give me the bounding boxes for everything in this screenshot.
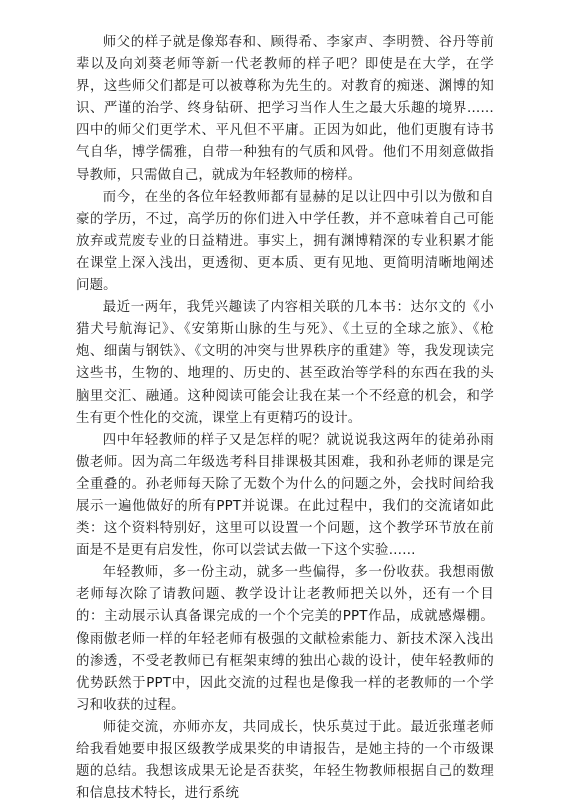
paragraph-5: 年轻教师，多一份主动，就多一些偏得，多一份收获。我想雨傲老师每次除了请教问题、教学设计让老教师把关以外，还有一个目的：主动展示认真备课完成的一个个完美的PPT作品，成就感爆棚。像雨傲老师一样的年轻老师有极强的文献检索能力、新技术深入浅出的渗透，不受老教师已有框架束缚的独出心裁的设计，使年轻教师的优势跃然于PPT中，因此交流的过程也是像我一样的老教师的一个学习和收获的过程。 <box>76 565 494 713</box>
paragraph-4: 四中年轻教师的样子又是怎样的呢？就说说我这两年的徒弟孙雨傲老师。因为高二年级选考科目排课极其困难，我和孙老师的课是完全重叠的。孙老师每天除了无数个为什么的问题之外，会找时间给我展示一遍他做好的所有PPT并说课。在此过程中，我们的交流诸如此类：这个资料特别好，这里可以设置一个问题，这个教学环节放在前面是不是更有启发性，你可以尝试去做一下这个实验…… <box>76 432 494 559</box>
paragraph-6: 师徒交流，亦师亦友，共同成长，快乐莫过于此。最近张瑾老师给我看她要申报区级教学成果奖的申请报告，是她主持的一个市级课题的总结。我想该成果无论是否获奖，年轻生物教师根据自己的数理和信息技术特长，进行系统 <box>76 719 494 802</box>
paragraph-1: 师父的样子就是像郑春和、顾得希、李家声、李明赞、谷丹等前辈以及向刘葵老师等新一代老教师的样子吧？即使是在大学，在学界，这些师父们都是可以被尊称为先生的。对教育的痴迷、渊博的知识、严谨的治学、终身钻研、把学习当作人生之最大乐趣的境界……四中的师父们更学术、平凡但不平庸。正因为如此，他们更腹有诗书气自华，博学儒雅，自带一种独有的气质和风骨。他们不用刻意做指导教师，只需做自己，就成为年轻教师的榜样。 <box>76 35 494 183</box>
paragraph-3: 最近一两年，我凭兴趣读了内容相关联的几本书：达尔文的《小猎犬号航海记》、《安第斯山脉的生与死》、《土豆的全球之旅》、《枪炮、细菌与钢铁》、《文明的冲突与世界秩序的重建》等，我发现读完这些书，生物的、地理的、历史的、甚至政治等学科的东西在我的头脑里交汇、融通。这种阅读可能会让我在某一个不经意的机会，和学生有更个性化的交流，课堂上有更精巧的设计。 <box>76 300 494 426</box>
article-body <box>76 32 494 805</box>
paragraph-2: 而今，在坐的各位年轻教师都有显赫的足以让四中引以为傲和自豪的学历，不过，高学历的你们进入中学任教，并不意味着自己可能放弃或荒废专业的日益精进。事实上，拥有渊博精深的专业积累才能在课堂上深入浅出，更透彻、更本质、更有见地、更简明清晰地阐述问题。 <box>76 189 494 294</box>
